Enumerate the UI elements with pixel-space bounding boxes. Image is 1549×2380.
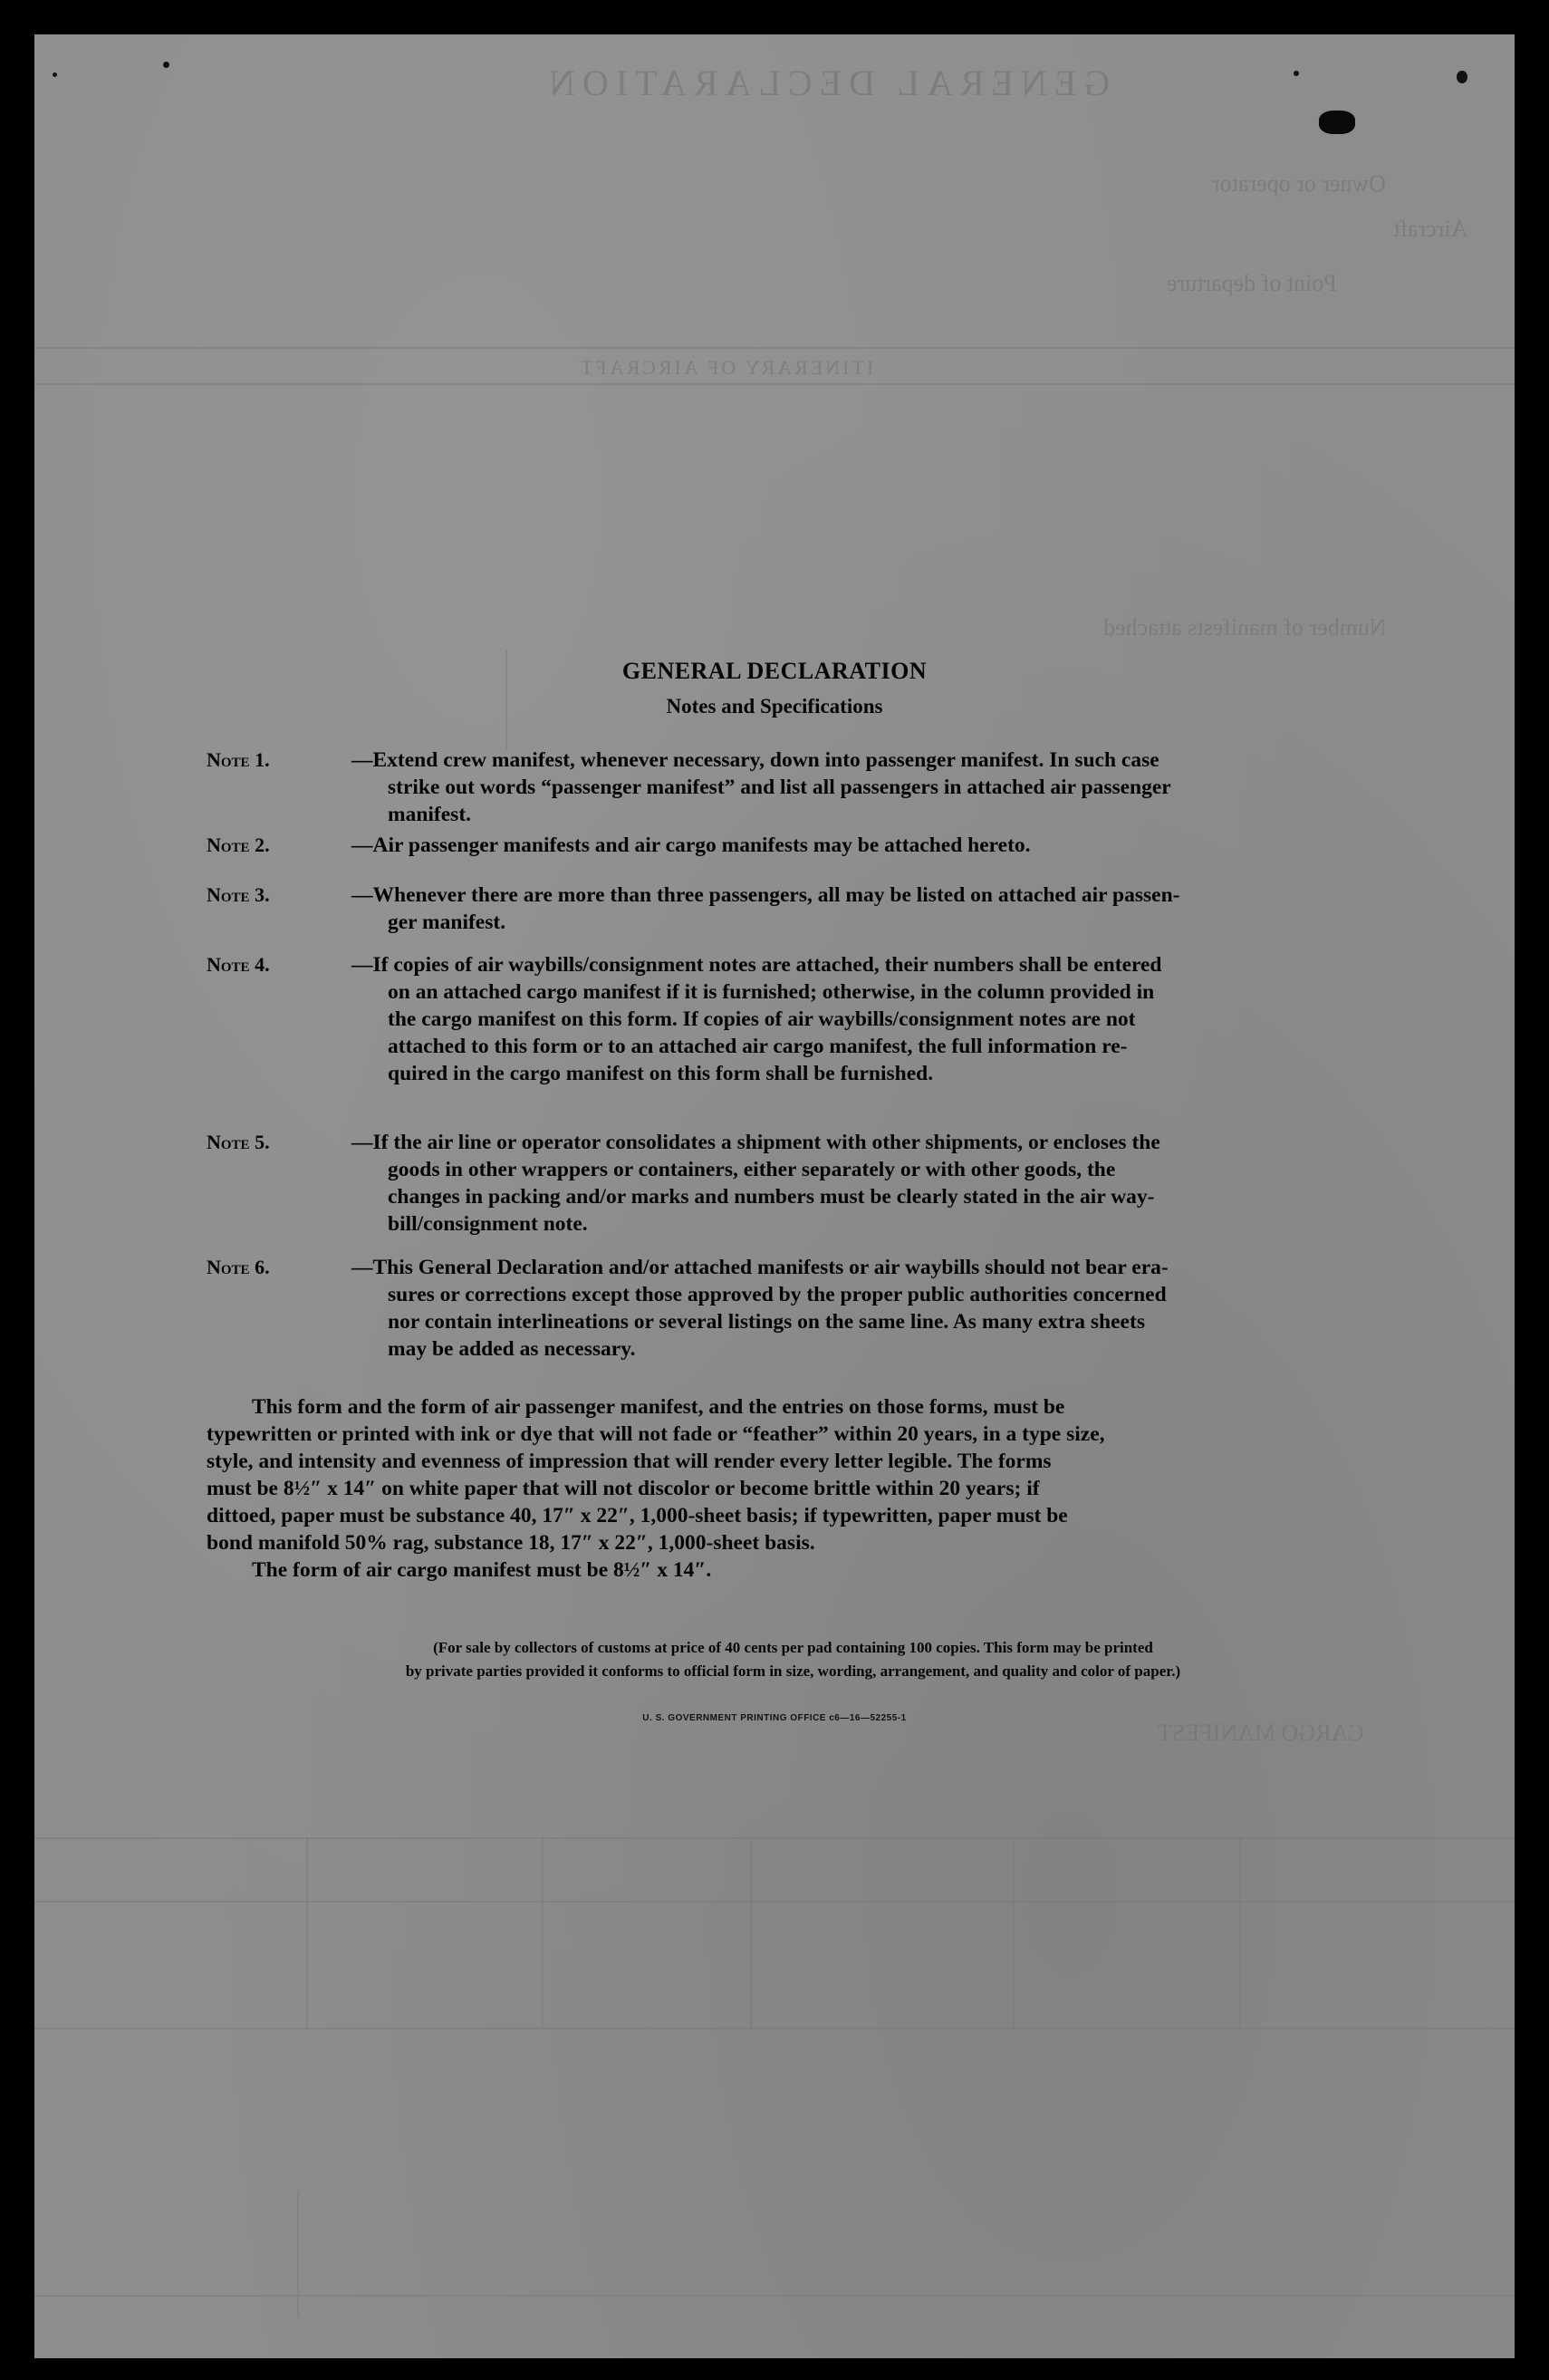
sale-note-line: (For sale by collectors of customs at price of 40 cents per pad containing 100 copies. This form may be printed — [433, 1639, 1153, 1656]
note-4 — [207, 951, 1384, 1087]
spec-line: This form and the form of air passenger manifest, and the entries on those forms, must be — [252, 1395, 1065, 1419]
bleed-through-rule — [34, 2028, 1515, 2029]
note-line: on an attached cargo manifest if it is furnished; otherwise, in the column provided in — [388, 980, 1155, 1004]
note-line: —Whenever there are more than three passengers, all may be listed on attached air passen- — [351, 883, 1180, 907]
sale-note — [202, 1636, 1384, 1683]
spec-line: typewritten or printed with ink or dye that will not fade or “feather” within 20 years, in a type size, — [207, 1422, 1105, 1446]
spec-line: dittoed, paper must be substance 40, 17″ x 22″, 1,000-sheet basis; if typewritten, paper must be — [207, 1504, 1068, 1527]
bleed-through-departure-label: Point of departure — [1167, 270, 1337, 296]
note-line: strike out words “passenger manifest” and list all passengers in attached air passenger — [388, 776, 1171, 799]
ink-speck — [53, 72, 57, 77]
page-subtitle: Notes and Specifications — [666, 695, 883, 718]
note-line: —Extend crew manifest, whenever necessary, down into passenger manifest. In such case — [351, 748, 1159, 772]
note-line: nor contain interlineations or several listings on the same line. As many extra sheets — [388, 1310, 1145, 1334]
bleed-through-rule — [34, 1901, 1515, 1903]
ink-blot — [1319, 111, 1355, 134]
bleed-through-owner-label: Owner or operator — [1212, 170, 1387, 197]
note-line: —If copies of air waybills/consignment notes are attached, their numbers shall be entered — [351, 953, 1162, 977]
note-line: changes in packing and/or marks and numbers must be clearly stated in the air way- — [388, 1185, 1155, 1209]
sale-note-line: by private parties provided it conforms to official form in size, wording, arrangement, and quality and color of paper.) — [405, 1662, 1181, 1680]
note-3 — [207, 882, 1384, 936]
bleed-through-column — [297, 2191, 299, 2317]
bleed-through-column — [306, 1837, 308, 2028]
note-line: ger manifest. — [388, 911, 506, 934]
note-line: quired in the cargo manifest on this form shall be furnished. — [388, 1062, 934, 1085]
printer-imprint: U. S. GOVERNMENT PRINTING OFFICE c6—16—52255-1 — [642, 1713, 907, 1723]
note-line: the cargo manifest on this form. If copies of air waybills/consignment notes are not — [388, 1007, 1136, 1031]
note-line: —If the air line or operator consolidates a shipment with other shipments, or encloses the — [351, 1131, 1160, 1154]
spec-line: must be 8½″ x 14″ on white paper that will not discolor or become brittle within 20 years; if — [207, 1477, 1040, 1500]
note-label: Note 5. — [207, 1131, 270, 1153]
spec-line: The form of air cargo manifest must be 8½″ x 14″. — [252, 1558, 712, 1582]
bleed-through-title: GENERAL DECLARATION — [542, 63, 1111, 103]
bleed-through-rule — [34, 1837, 1515, 1839]
ink-speck — [1457, 71, 1467, 83]
note-2 — [207, 832, 1384, 859]
note-line: —Air passenger manifests and air cargo manifests may be attached hereto. — [351, 833, 1031, 857]
note-label: Note 2. — [207, 833, 270, 856]
note-line: sures or corrections except those approved by the proper public authorities concerned — [388, 1283, 1167, 1306]
bleed-through-column — [750, 1837, 752, 2028]
bleed-through-rule — [34, 347, 1515, 349]
bleed-through-column — [542, 1837, 544, 2028]
bleed-through-manifests-label: Number of manifests attached — [1103, 614, 1387, 641]
document-page — [34, 34, 1515, 2358]
note-6 — [207, 1254, 1384, 1363]
bleed-through-aircraft-label: Aircraft — [1393, 216, 1468, 242]
bleed-through-itinerary: ITINERARY OF AIRCRAFT — [578, 356, 874, 379]
note-line: manifest. — [388, 803, 472, 826]
note-line: —This General Declaration and/or attached manifests or air waybills should not bear era- — [351, 1256, 1169, 1279]
specification-paragraph — [207, 1393, 1384, 1584]
note-line: attached to this form or to an attached air cargo manifest, the full information re- — [388, 1035, 1128, 1058]
spec-line: bond manifold 50% rag, substance 18, 17″ x 22″, 1,000-sheet basis. — [207, 1531, 815, 1555]
note-label: Note 6. — [207, 1256, 270, 1278]
bleed-through-rule — [34, 383, 1515, 385]
bleed-through-column — [1013, 1837, 1015, 2028]
note-1 — [207, 747, 1384, 828]
ink-speck — [163, 62, 169, 68]
note-label: Note 1. — [207, 748, 270, 771]
note-line: bill/consignment note. — [388, 1212, 588, 1236]
note-label: Note 3. — [207, 883, 270, 906]
note-line: may be added as necessary. — [388, 1337, 636, 1361]
bleed-through-column — [1239, 1837, 1241, 2028]
ink-speck — [1294, 71, 1299, 76]
spec-line: style, and intensity and evenness of impression that will render every letter legible. The forms — [207, 1450, 1052, 1473]
page-title: GENERAL DECLARATION — [621, 658, 928, 684]
note-5 — [207, 1129, 1384, 1238]
bleed-through-cargo-manifest: CARGO MANIFEST — [1158, 1720, 1364, 1746]
note-line: goods in other wrappers or containers, either separately or with other goods, the — [388, 1158, 1116, 1181]
bleed-through-rule — [34, 2295, 1515, 2297]
note-label: Note 4. — [207, 953, 270, 976]
